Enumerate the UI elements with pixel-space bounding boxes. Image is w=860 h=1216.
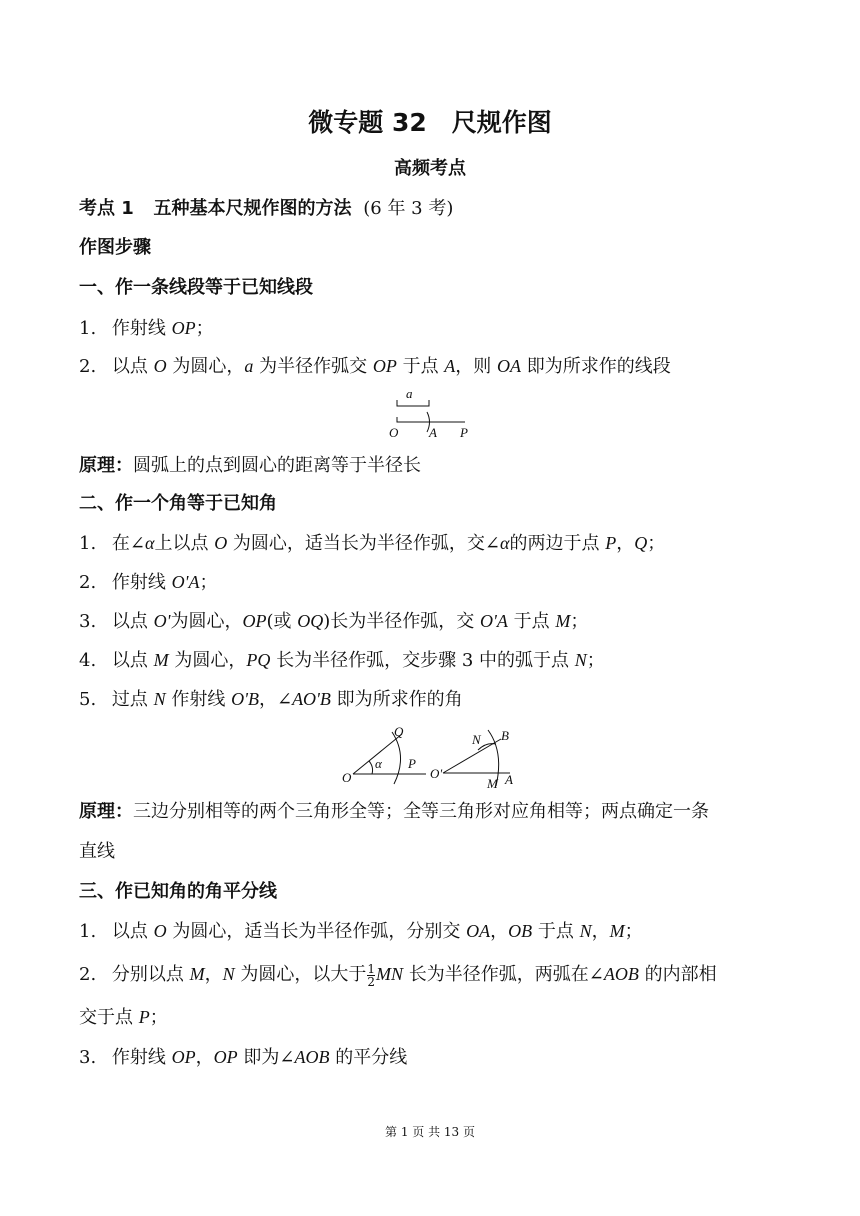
step-text: ，则 <box>455 356 498 377</box>
step-text: 即为所求作的角 <box>330 689 463 710</box>
step-text: 为圆心，适当长为半径作弧，分别交 <box>166 921 467 942</box>
sec2-step2 <box>79 570 218 595</box>
step-text: )长为半径作弧，交 <box>323 611 481 632</box>
step-text: 上以点 <box>154 533 215 554</box>
step-text: 作射线 <box>111 318 172 339</box>
sec2-step4 <box>79 648 605 673</box>
math-var: OP <box>213 1047 238 1067</box>
math-var: M <box>189 964 205 984</box>
step-text: ， <box>616 533 635 554</box>
fig2-label-o: O <box>342 770 352 785</box>
math-var: PQ <box>246 650 271 670</box>
step-text: ， <box>591 921 610 942</box>
math-var: O <box>214 533 228 553</box>
step-number: 3. <box>79 611 97 632</box>
step-number: 2. <box>79 572 97 593</box>
step-text: 在∠ <box>111 533 146 554</box>
given-segment-a <box>397 400 429 406</box>
step-text: 交于点 <box>79 1007 139 1028</box>
math-var: AOB <box>294 1047 330 1067</box>
step-text: 为圆心，以大于 <box>234 964 367 985</box>
step-number: 2. <box>79 356 97 377</box>
sec2-principle <box>79 800 709 824</box>
math-var: O' <box>153 611 171 631</box>
fig1-label-p: P <box>460 425 468 440</box>
page-title: 微专题 32 尺规作图 <box>308 108 552 137</box>
math-var: M <box>153 650 169 670</box>
kaodian-note: (6 年 3 考) <box>363 198 454 219</box>
step-text: 作射线 <box>165 689 232 710</box>
sec1-step1 <box>79 316 214 341</box>
step-text: 分别以点 <box>111 964 190 985</box>
sec2-principle-cont: 直线 <box>79 841 115 862</box>
sec2-heading: 二、作一个角等于已知角 <box>79 493 277 514</box>
kaodian-line <box>79 197 453 221</box>
math-var: N <box>153 689 166 709</box>
math-var: P <box>605 533 617 553</box>
sec1-step2 <box>79 354 671 379</box>
math-var: OA <box>497 356 522 376</box>
step-text: 长为半径作弧，交步骤 3 中的弧于点 <box>270 650 575 671</box>
math-var: OP <box>171 1047 196 1067</box>
math-var: O'A <box>171 572 200 592</box>
fraction-one-half <box>367 963 375 988</box>
step-text: ， <box>195 1047 214 1068</box>
step-text: ； <box>149 1007 168 1028</box>
step-number: 1. <box>79 921 97 942</box>
math-var: N <box>574 650 587 670</box>
step-text: ； <box>195 318 214 339</box>
step-text: ， <box>490 921 509 942</box>
step-text: 以点 <box>111 611 154 632</box>
step-text: 为圆心， <box>166 356 245 377</box>
step-text: 长为半径作弧，两弧在∠ <box>403 964 604 985</box>
math-var: P <box>138 1007 150 1027</box>
math-var: O <box>153 921 167 941</box>
step-text: 为圆心， <box>168 650 247 671</box>
step-text: 的平分线 <box>329 1047 408 1068</box>
step-text: 为圆心，适当长为半径作弧，交∠ <box>227 533 501 554</box>
fraction-denominator: 2 <box>367 974 376 989</box>
sec3-step1 <box>79 919 643 944</box>
step-text: (或 <box>266 611 298 632</box>
math-var: OP <box>171 318 196 338</box>
steps-heading: 作图步骤 <box>79 237 151 258</box>
step-text: 作射线 <box>111 1047 172 1068</box>
step-text: 以点 <box>111 921 154 942</box>
step-number: 2. <box>79 964 97 985</box>
sec2-step5 <box>79 687 463 712</box>
step-text: ，∠ <box>258 689 293 710</box>
fig2-label-a: A <box>505 772 513 787</box>
step-number: 5. <box>79 689 97 710</box>
step-text: 作射线 <box>111 572 172 593</box>
fig1-label-o: O <box>389 425 399 440</box>
fig2-label-q: Q <box>394 724 404 739</box>
ray-op <box>397 417 465 422</box>
math-var: O'A <box>480 611 508 631</box>
step-text: 以点 <box>111 356 154 377</box>
math-var: AO'B <box>292 689 331 709</box>
fig2-label-n: N <box>472 732 481 747</box>
step-text: ； <box>586 650 605 671</box>
math-var: a <box>244 356 254 376</box>
fig2-label-o-prime: O' <box>430 766 443 781</box>
fig2-label-p: P <box>408 756 416 771</box>
page-footer: 第 1 页 共 13 页 <box>385 1125 475 1139</box>
math-var: O'B <box>231 689 259 709</box>
fig1-label-a-point: A <box>429 425 437 440</box>
fig2-label-b: B <box>501 728 509 743</box>
arc-pq <box>392 732 401 784</box>
step-text: 即为所求作的线段 <box>521 356 671 377</box>
sec3-step3 <box>79 1045 407 1070</box>
math-var: MN <box>376 964 404 984</box>
math-var: M <box>555 611 571 631</box>
math-var: AOB <box>603 964 639 984</box>
math-var: α <box>500 533 510 553</box>
sec1-principle <box>79 454 421 478</box>
principle-label: 原理： <box>79 801 133 822</box>
step-text: 的两边于点 <box>509 533 606 554</box>
math-var: OA <box>466 921 491 941</box>
step-text: ； <box>199 572 218 593</box>
math-var: N <box>579 921 592 941</box>
principle-label: 原理： <box>79 455 133 476</box>
angle-construction-figure <box>338 722 528 794</box>
angle-mark <box>369 761 373 774</box>
step-text: ； <box>624 921 643 942</box>
step-number: 4. <box>79 650 97 671</box>
step-text: ； <box>647 533 666 554</box>
step-text: 即为∠ <box>237 1047 295 1068</box>
math-var: OQ <box>297 611 324 631</box>
math-var: OP <box>242 611 267 631</box>
math-var: OP <box>372 356 397 376</box>
math-var: A <box>444 356 456 376</box>
fig2-label-m: M <box>487 776 498 791</box>
kaodian-text: 五种基本尺规作图的方法 <box>153 198 352 219</box>
step-text: 过点 <box>111 689 154 710</box>
principle-text: 三边分别相等的两个三角形全等；全等三角形对应角相等；两点确定一条 <box>133 801 709 822</box>
page-subtitle: 高频考点 <box>394 158 466 179</box>
sec2-step3 <box>79 609 588 634</box>
sec3-step2 <box>79 962 717 988</box>
step-text: 于点 <box>396 356 445 377</box>
fig2-label-alpha: α <box>375 756 382 771</box>
step-text: 为半径作弧交 <box>253 356 373 377</box>
principle-text: 圆弧上的点到圆心的距离等于半径长 <box>133 455 421 476</box>
math-var: M <box>609 921 625 941</box>
sec1-heading: 一、作一条线段等于已知线段 <box>79 277 313 298</box>
math-var: α <box>145 533 155 553</box>
fig1-label-a: a <box>406 386 413 401</box>
step-text: 的内部相 <box>638 964 717 985</box>
sec2-step1 <box>79 531 665 556</box>
step-number: 1. <box>79 318 97 339</box>
sec3-step2-cont <box>79 1005 168 1030</box>
step-text: 于点 <box>532 921 580 942</box>
step-text: 以点 <box>111 650 154 671</box>
sec3-heading: 三、作已知角的角平分线 <box>79 881 277 902</box>
step-text: 为圆心， <box>170 611 243 632</box>
kaodian-label: 考点 1 <box>79 198 134 219</box>
step-text: 于点 <box>507 611 556 632</box>
step-number: 3. <box>79 1047 97 1068</box>
segment-construction-figure <box>380 384 480 444</box>
math-var: N <box>222 964 235 984</box>
step-number: 1. <box>79 533 97 554</box>
math-var: O <box>153 356 167 376</box>
math-var: OB <box>508 921 533 941</box>
step-text: ， <box>204 964 223 985</box>
math-var: Q <box>634 533 648 553</box>
step-text: ； <box>570 611 589 632</box>
fraction-numerator: 1 <box>367 961 376 976</box>
